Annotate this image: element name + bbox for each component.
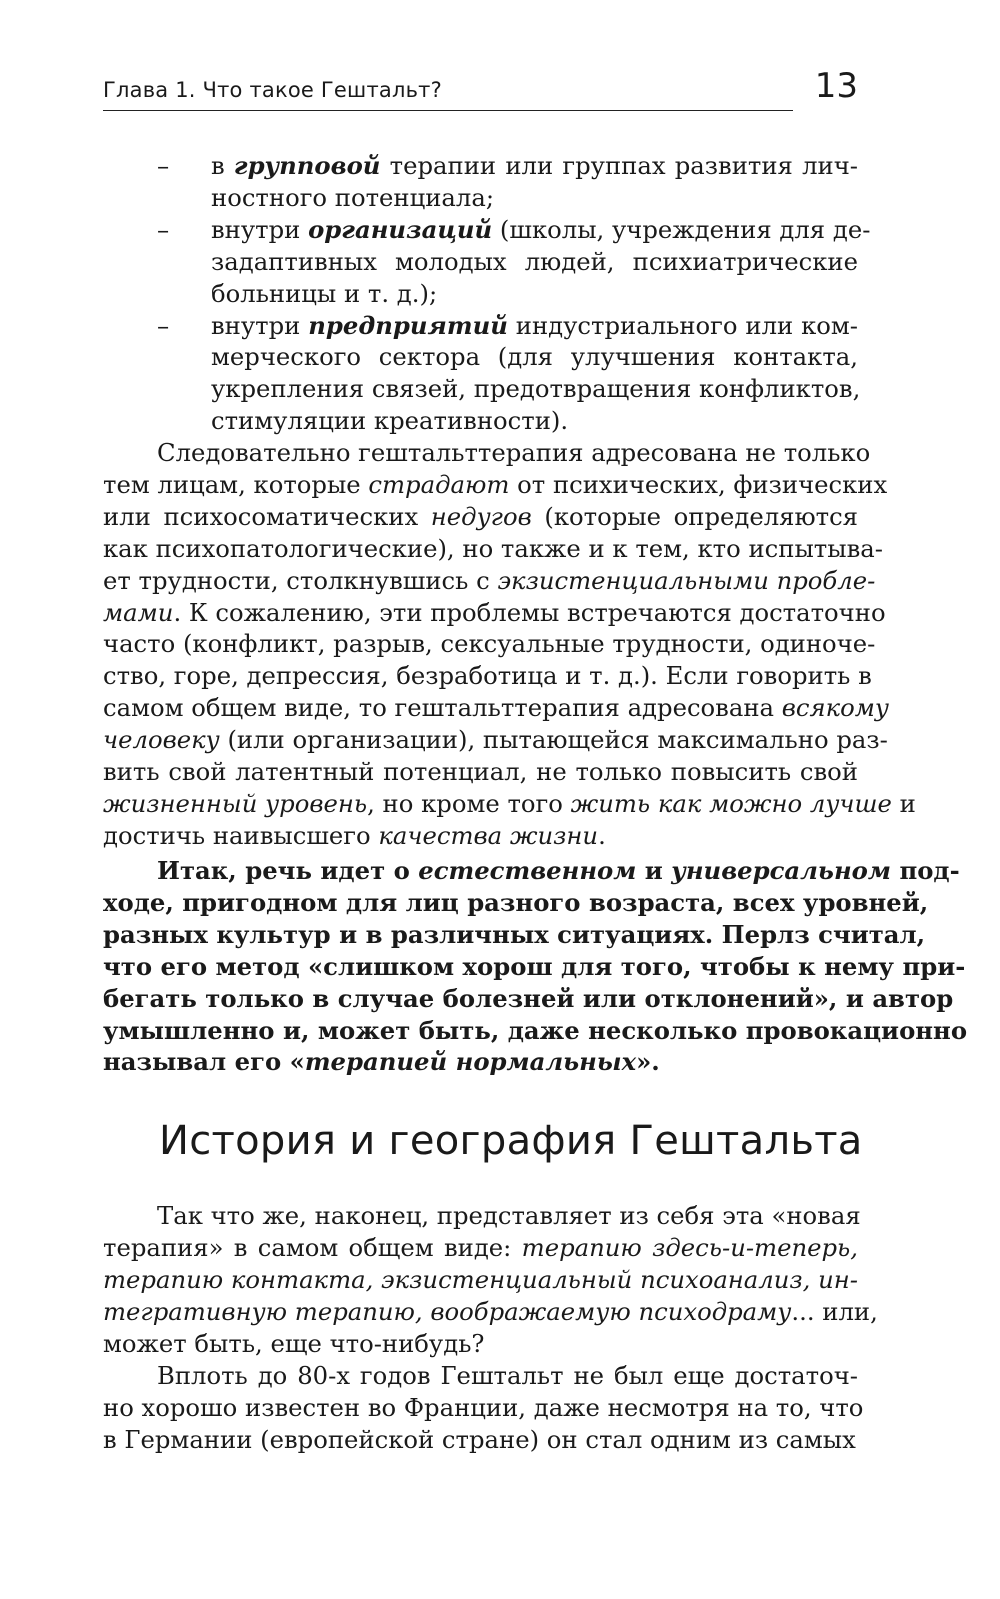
text-line: жизненный уровень, но кроме того жить как можно лучше и bbox=[103, 788, 916, 818]
text-line: достичь наивысшего качества жизни. bbox=[103, 820, 606, 850]
list-item bbox=[103, 310, 861, 438]
text-line: может быть, еще что-нибудь? bbox=[103, 1328, 485, 1358]
paragraph-3 bbox=[103, 1200, 878, 1360]
text-line: называл его «терапией нормальных». bbox=[103, 1047, 660, 1077]
text-line: Так что же, наконец, представляет из себя эта «новая bbox=[157, 1201, 861, 1230]
list-line: внутри организаций (школы, учреждения для де- bbox=[211, 214, 871, 244]
text-line: мами. К сожалению, эти проблемы встречаются достаточно bbox=[103, 597, 886, 627]
page-number: 13 bbox=[814, 66, 858, 106]
list-item bbox=[103, 214, 871, 310]
text-line: Вплоть до 80-х годов Гештальт не был еще достаточ- bbox=[157, 1361, 858, 1390]
text-line: самом общем виде, то гештальттерапия адресована всякому bbox=[103, 693, 889, 723]
dash-marker: – bbox=[157, 151, 170, 180]
text-line: ство, горе, депрессия, безработица и т. д.). Если говорить в bbox=[103, 661, 872, 691]
chapter-title: Глава 1. Что такое Гештальт? bbox=[103, 78, 442, 102]
text-line: разных культур и в различных ситуациях. Перлз считал, bbox=[103, 919, 926, 949]
text-line: тегративную терапию, воображаемую психодраму... или, bbox=[103, 1296, 878, 1326]
text-line: терапию контакта, экзистенциальный психоанализ, ин- bbox=[103, 1264, 858, 1294]
text-line: но хорошо известен во Франции, даже несмотря на то, что bbox=[103, 1392, 864, 1422]
list-line: больницы и т. д.); bbox=[211, 278, 438, 308]
bullet-list bbox=[103, 150, 871, 437]
paragraph-4 bbox=[103, 1360, 864, 1456]
paragraph-1 bbox=[103, 437, 916, 852]
running-header bbox=[103, 66, 858, 116]
text-line: бегать только в случае болезней или отклонений», и автор bbox=[103, 983, 954, 1013]
section-heading: История и география Гештальта bbox=[159, 1118, 863, 1164]
dash-marker: – bbox=[157, 214, 170, 244]
list-line: задаптивных молодых людей, психиатрические bbox=[211, 246, 858, 276]
text-line: вить свой латентный потенциал, не только повысить свой bbox=[103, 757, 858, 787]
text-line: Следовательно гештальттерапия адресована не только bbox=[157, 438, 871, 467]
paragraph-2 bbox=[103, 855, 968, 1078]
list-line: мерческого сектора (для улучшения контакта, bbox=[211, 342, 858, 372]
dash-marker: – bbox=[157, 310, 170, 340]
header-rule bbox=[103, 110, 793, 111]
list-line: внутри предприятий индустриального или ком- bbox=[211, 310, 858, 340]
text-line: ет трудности, столкнувшись с экзистенциальными пробле- bbox=[103, 565, 876, 595]
text-line: терапия» в самом общем виде: терапию здесь-и-теперь, bbox=[103, 1232, 858, 1262]
text-line: тем лицам, которые страдают от психических, физических bbox=[103, 469, 888, 499]
text-line: Итак, речь идет о естественном и универсальном под- bbox=[157, 856, 960, 885]
text-line: как психопатологические), но также и к тем, кто испытыва- bbox=[103, 533, 883, 563]
text-line: ходе, пригодном для лиц разного возраста, всех уровней, bbox=[103, 887, 929, 917]
list-line: стимуляции креативности). bbox=[211, 406, 569, 436]
text-line: или психосоматических недугов (которые определяются bbox=[103, 501, 859, 531]
text-line: в Германии (европейской стране) он стал одним из самых bbox=[103, 1424, 856, 1454]
text-line: что его метод «слишком хорош для того, чтобы к нему при- bbox=[103, 951, 966, 981]
text-line: человеку (или организации), пытающейся максимально раз- bbox=[103, 725, 888, 755]
list-line: укрепления связей, предотвращения конфликтов, bbox=[211, 374, 861, 404]
list-line: в групповой терапии или группах развития лич- bbox=[211, 151, 858, 180]
text-line: умышленно и, может быть, даже несколько провокационно bbox=[103, 1015, 968, 1045]
text-line: часто (конфликт, разрыв, сексуальные трудности, одиноче- bbox=[103, 629, 876, 659]
list-item bbox=[103, 150, 858, 214]
list-line: ностного потенциала; bbox=[211, 182, 495, 212]
